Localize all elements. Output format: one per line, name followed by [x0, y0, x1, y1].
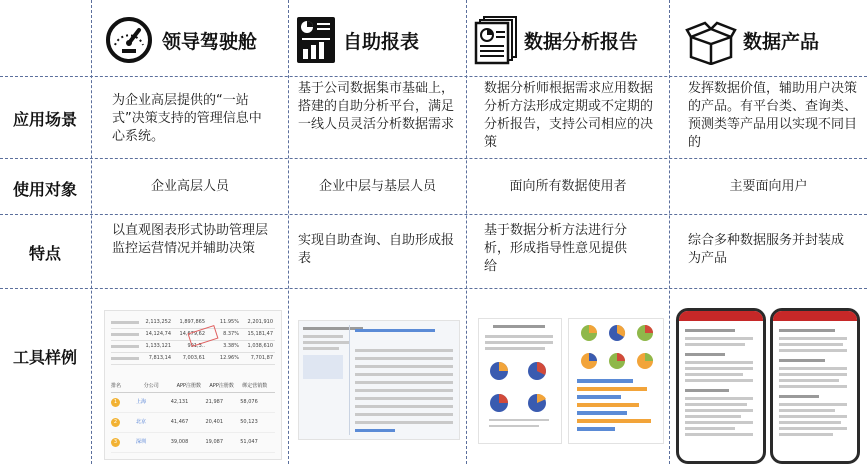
- row-label-features: 特点: [28, 244, 61, 263]
- features-cockpit: 以直观图表形式协助管理层监控运营情况并辅助决策: [112, 223, 269, 256]
- dashboard-table-cell: 8.37%: [223, 331, 239, 337]
- dashboard-ranking-cell: 42,131: [170, 399, 189, 405]
- data-product-sample-phone-right: [770, 308, 860, 464]
- dashboard-table-cell: 7,701,87: [250, 355, 273, 361]
- dashboard-table-cell: 14,679,62: [179, 331, 205, 337]
- dashboard-table-cell: 1,897,865: [179, 319, 205, 325]
- dashboard-ranking-row: [111, 393, 275, 413]
- dashboard-ranking-row: [111, 413, 275, 433]
- self-service-report-sample-thumbnail: [298, 320, 460, 440]
- dashboard-ranking-cell: 41,467: [170, 419, 189, 425]
- dashboard-table-cell: 1,133,121: [145, 343, 171, 349]
- scenario-self-service-report: 基于公司数据集市基础上，搭建的自助分析平台，满足一线人员灵活分析数据需求: [298, 81, 455, 132]
- dashboard-ranking-cell: 39,008: [170, 439, 189, 445]
- dashboard-ranking-cell: 58,076: [240, 399, 258, 405]
- dashboard-ranking-cell: 20,401: [205, 419, 223, 425]
- scenario-cockpit: 为企业高层提供的“一站式”决策支持的管理信息中心系统。: [112, 93, 262, 144]
- features-data-product: 综合多种数据服务并封装成为产品: [688, 233, 845, 266]
- features-analysis-report: 基于数据分析方法进行分析，形成指导性意见提供给: [484, 223, 628, 274]
- dashboard-ranking-cell: 北京: [136, 419, 147, 425]
- dashboard-ranking-header-cell: 排名: [111, 383, 122, 389]
- column-title: 数据产品: [743, 30, 820, 53]
- dashboard-table-row: [111, 317, 275, 329]
- scenario-analysis-report: 数据分析师根据需求应用数据分析方法形成定期或不定期的分析报告，支持公司相应的决策: [484, 81, 654, 150]
- dashboard-ranking-cell: 深圳: [136, 439, 147, 445]
- dashboard-table-cell: 3.38%: [223, 343, 239, 349]
- row-label-audience: 使用对象: [12, 180, 77, 199]
- dashboard-table-cell: 11.95%: [219, 319, 239, 325]
- dashboard-table-cell: 12.96%: [219, 355, 239, 361]
- audience-analysis-report: 面向所有数据使用者: [509, 179, 627, 194]
- scenario-data-product: 发挥数据价值，辅助用户决策的产品。有平台类、查询类、预测类等产品用以实现不同目的: [688, 81, 858, 150]
- rank-medal: 3: [111, 438, 120, 447]
- data-product-sample-phone-left: [676, 308, 766, 464]
- row-divider: [0, 214, 867, 215]
- features-self-service-report: 实现自助查询、自助形成报表: [298, 233, 455, 266]
- dashboard-ranking-header-cell: 绑定营销数: [242, 383, 268, 389]
- row-divider: [0, 288, 867, 289]
- column-header-cockpit: [104, 8, 257, 72]
- column-header-data-product: [685, 8, 819, 72]
- column-divider: [466, 0, 467, 464]
- column-divider: [669, 0, 670, 464]
- report-document-icon: [295, 15, 337, 65]
- dashboard-table-cell: 1,038,610: [247, 343, 273, 349]
- dashboard-table-cell: 2,113,252: [145, 319, 171, 325]
- column-divider: [91, 0, 92, 464]
- dashboard-table-row: [111, 353, 275, 365]
- dashboard-ranking-header-cell: APP注册数: [176, 383, 202, 389]
- row-label-scenario: 应用场景: [12, 110, 77, 129]
- column-divider: [288, 0, 289, 464]
- dashboard-table-cell: 14,124,74: [145, 331, 171, 337]
- rank-medal: 2: [111, 418, 120, 427]
- analysis-report-icon: [474, 15, 518, 65]
- dashboard-ranking-row: [111, 433, 275, 453]
- dashboard-ranking: [111, 381, 275, 453]
- dashboard-ranking-cell: 19,087: [205, 439, 223, 445]
- dashboard-table-cell: 2,201,910: [247, 319, 273, 325]
- column-header-analysis-report: [474, 8, 638, 72]
- audience-cockpit: 企业高层人员: [150, 179, 229, 194]
- column-header-self-service-report: [295, 8, 419, 72]
- dashboard-ranking-header-cell: 分公司: [143, 383, 159, 389]
- rank-medal: 1: [111, 398, 120, 407]
- column-title: 自助报表: [343, 30, 420, 53]
- dashboard-ranking-header-cell: APP注册数: [209, 383, 234, 389]
- dashboard-ranking-header: [111, 381, 275, 393]
- cockpit-sample-thumbnail: [104, 310, 282, 460]
- dashboard-table-cell: 991,3..: [187, 343, 205, 349]
- dashboard-table-cell: 15,181,47: [247, 331, 273, 337]
- dashboard-gauge-icon: [104, 15, 154, 65]
- dashboard-ranking-cell: 上海: [136, 399, 147, 405]
- dashboard-table-cell: 7,813,14: [148, 355, 171, 361]
- dashboard-table-cell: 7,003,61: [182, 355, 205, 361]
- product-box-icon: [685, 15, 737, 65]
- row-divider: [0, 158, 867, 159]
- row-label-samples: 工具样例: [12, 348, 77, 367]
- dashboard-ranking-cell: 21,987: [205, 399, 223, 405]
- row-divider: [0, 76, 867, 77]
- dashboard-ranking-cell: 51,047: [240, 439, 258, 445]
- audience-self-service-report: 企业中层与基层人员: [318, 179, 436, 194]
- column-title: 数据分析报告: [524, 30, 639, 53]
- analysis-report-sample-thumbnail: [478, 318, 664, 444]
- column-title: 领导驾驶舱: [162, 30, 258, 53]
- audience-data-product: 主要面向用户: [729, 179, 808, 194]
- dashboard-ranking-cell: 50,123: [240, 419, 258, 425]
